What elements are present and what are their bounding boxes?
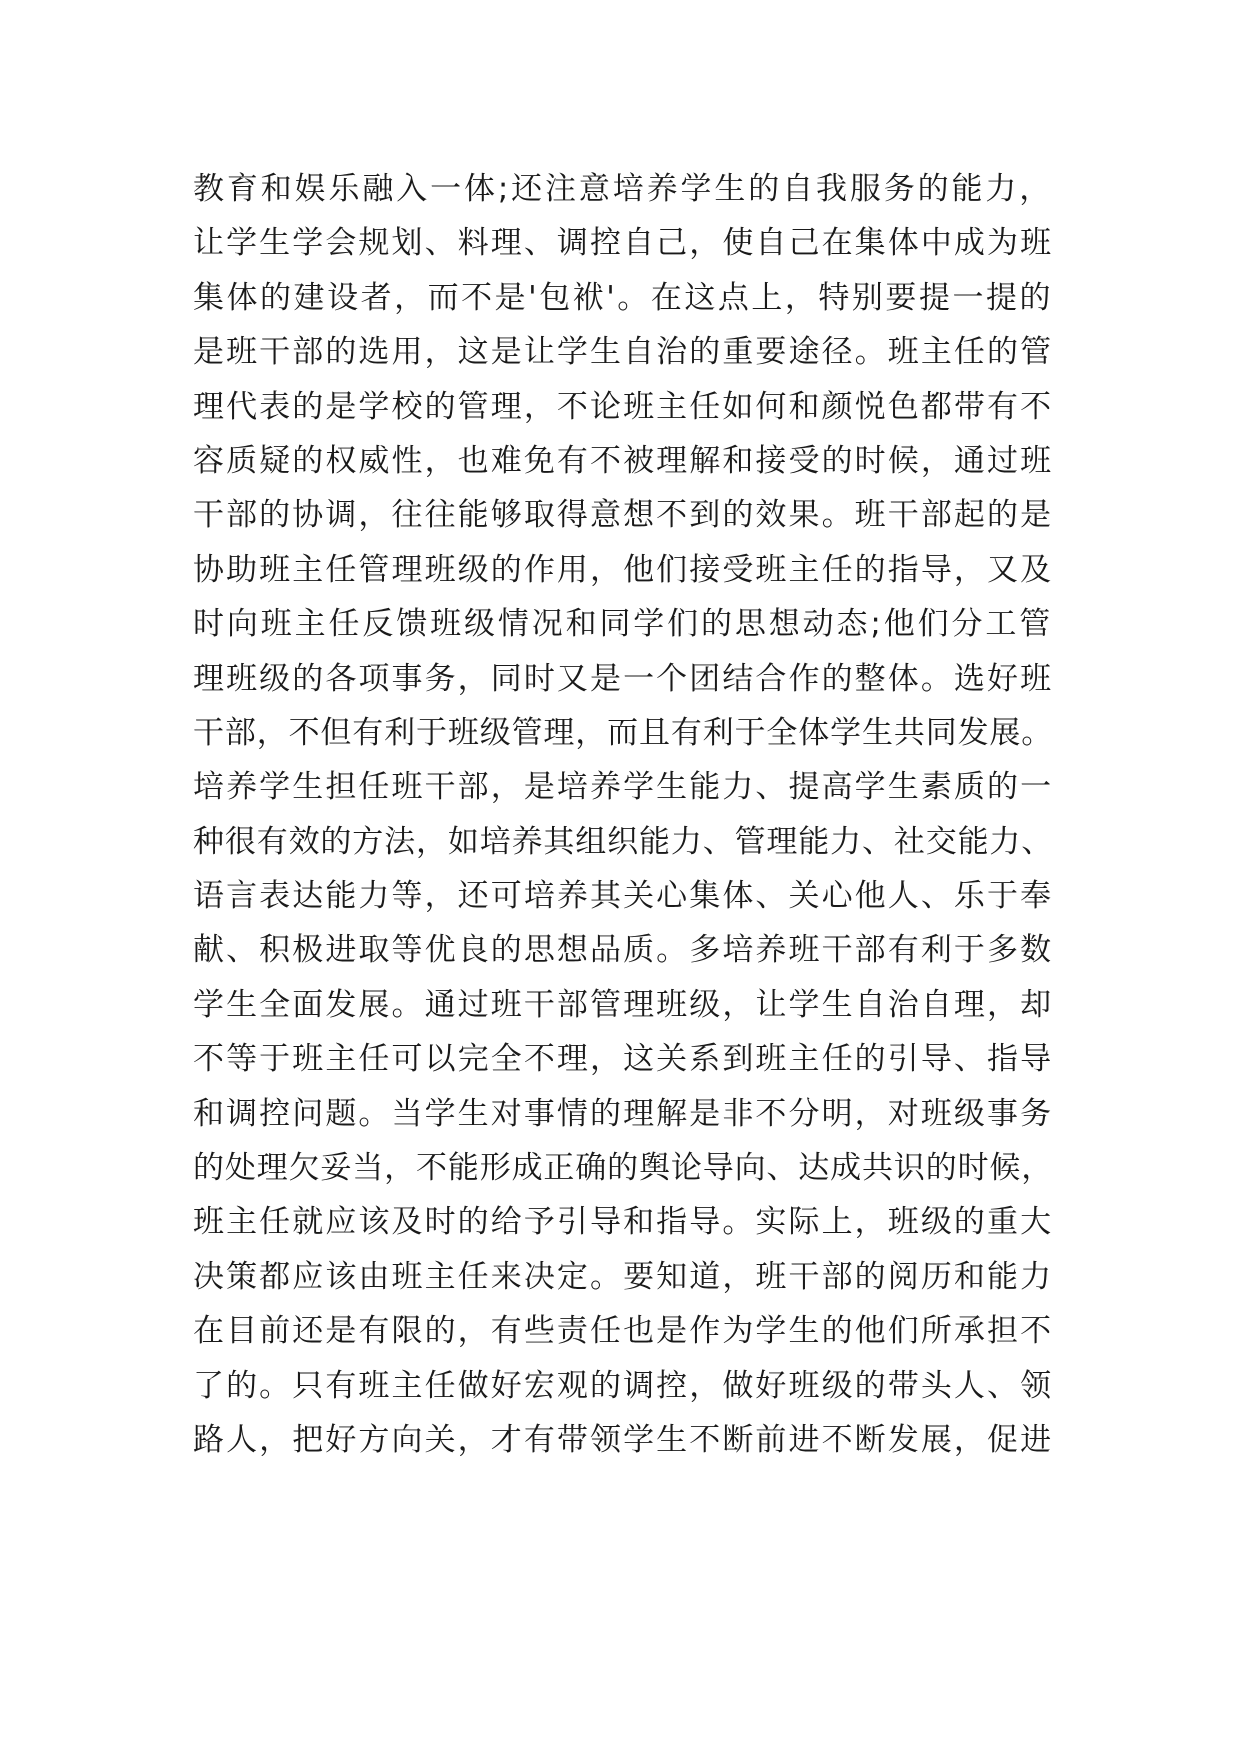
text-line: 决策都应该由班主任来决定。要知道，班干部的阅历和能力 — [193, 1258, 1053, 1295]
text-line: 班主任就应该及时的给予引导和指导。实际上，班级的重大 — [193, 1204, 1053, 1241]
text-line: 献、积极进取等优良的思想品质。多培养班干部有利于多数 — [193, 932, 1053, 969]
text-line: 理班级的各项事务，同时又是一个团结合作的整体。选好班 — [193, 660, 1053, 697]
text-line: 教育和娱乐融入一体;还注意培养学生的自我服务的能力， — [193, 171, 1053, 207]
text-line: 协助班主任管理班级的作用，他们接受班主任的指导，又及 — [193, 551, 1053, 588]
text-line: 在目前还是有限的，有些责任也是作为学生的他们所承担不 — [193, 1313, 1053, 1350]
text-line: 的处理欠妥当，不能形成正确的舆论导向、达成共识的时候， — [193, 1150, 1053, 1187]
text-line: 不等于班主任可以完全不理，这关系到班主任的引导、指导 — [193, 1041, 1053, 1078]
text-line: 语言表达能力等，还可培养其关心集体、关心他人、乐于奉 — [193, 878, 1053, 915]
text-line: 路人，把好方向关，才有带领学生不断前进不断发展，促进 — [193, 1421, 1053, 1458]
text-line: 干部的协调，往往能够取得意想不到的效果。班干部起的是 — [193, 497, 1053, 534]
text-line: 和调控问题。当学生对事情的理解是非不分明，对班级事务 — [193, 1095, 1053, 1132]
text-line: 让学生学会规划、料理、调控自己，使自己在集体中成为班 — [193, 225, 1053, 262]
text-line: 是班干部的选用，这是让学生自治的重要途径。班主任的管 — [193, 334, 1053, 371]
text-line: 培养学生担任班干部，是培养学生能力、提高学生素质的一 — [193, 769, 1053, 806]
text-line: 集体的建设者，而不是'包袱'。在这点上，特别要提一提的 — [193, 279, 1053, 316]
text-line: 容质疑的权威性，也难免有不被理解和接受的时候，通过班 — [193, 442, 1053, 479]
text-line: 时向班主任反馈班级情况和同学们的思想动态;他们分工管 — [193, 606, 1053, 643]
body-text — [193, 162, 1053, 1467]
text-line: 种很有效的方法，如培养其组织能力、管理能力、社交能力、 — [193, 823, 1053, 860]
text-line: 了的。只有班主任做好宏观的调控，做好班级的带头人、领 — [193, 1367, 1053, 1404]
text-line: 理代表的是学校的管理，不论班主任如何和颜悦色都带有不 — [193, 388, 1053, 425]
text-line: 学生全面发展。通过班干部管理班级，让学生自治自理，却 — [193, 986, 1053, 1023]
text-line: 干部，不但有利于班级管理，而且有利于全体学生共同发展。 — [193, 714, 1053, 751]
